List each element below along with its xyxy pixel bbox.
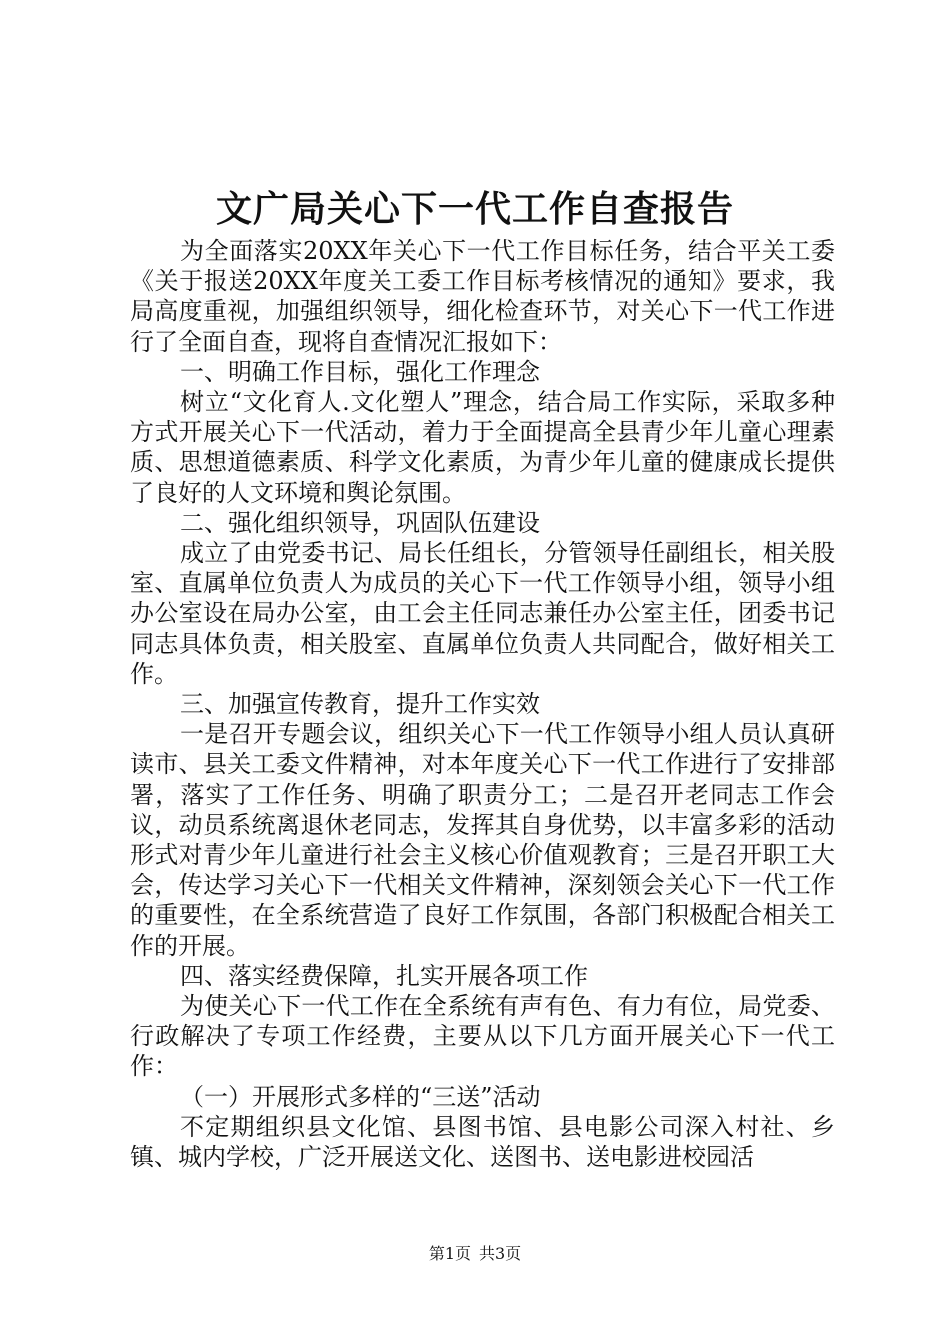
body-paragraph: 为全面落实20XX年关心下一代工作目标任务，结合平关工委《关于报送20XX年度关工委工作目标考核情况的通知》要求，我局高度重视，加强组织领导，细化检查环节，对关心下一代工作进行了全面自查，现将自查情况汇报如下： <box>130 237 835 356</box>
document-body <box>130 236 835 1172</box>
body-paragraph: 一是召开专题会议，组织关心下一代工作领导小组人员认真研读市、县关工委文件精神，对本年度关心下一代工作进行了安排部署，落实了工作任务、明确了职责分工；二是召开老同志工作会议，动员系统离退休老同志，发挥其自身优势，以丰富多彩的活动形式对青少年儿童进行社会主义核心价值观教育；三是召开职工大会，传达学习关心下一代相关文件精神，深刻领会关心下一代工作的重要性，在全系统营造了良好工作氛围，各部门积极配合相关工作的开展。 <box>130 720 835 960</box>
section-heading: 三、加强宣传教育，提升工作实效 <box>180 690 540 719</box>
body-paragraph: 不定期组织县文化馆、县图书馆、县电影公司深入村社、乡镇、城内学校，广泛开展送文化、送图书、送电影进校园活 <box>130 1112 835 1172</box>
section-heading: 一、明确工作目标，强化工作理念 <box>180 357 540 386</box>
page-number: 第1页 <box>428 1244 471 1263</box>
page-footer <box>0 1243 950 1265</box>
body-paragraph: 成立了由党委书记、局长任组长，分管领导任副组长，相关股室、直属单位负责人为成员的关心下一代工作领导小组，领导小组办公室设在局办公室，由工会主任同志兼任办公室主任，团委书记同志具体负责，相关股室、直属单位负责人共同配合，做好相关工作。 <box>130 539 835 688</box>
body-paragraph: 为使关心下一代工作在全系统有声有色、有力有位，局党委、行政解决了专项工作经费，主要从以下几方面开展关心下一代工作： <box>130 992 835 1081</box>
subsection-heading: （一）开展形式多样的“三送”活动 <box>180 1082 541 1111</box>
document-title: 文广局关心下一代工作自查报告 <box>215 188 734 230</box>
page-total: 共3页 <box>479 1244 522 1263</box>
section-heading: 四、落实经费保障，扎实开展各项工作 <box>180 961 588 990</box>
body-paragraph: 树立“文化育人.文化塑人”理念，结合局工作实际，采取多种方式开展关心下一代活动，着力于全面提高全县青少年儿童心理素质、思想道德素质、科学文化素质，为青少年儿童的健康成长提供了良好的人文环境和舆论氛围。 <box>130 388 835 507</box>
section-heading: 二、强化组织领导，巩固队伍建设 <box>180 508 540 537</box>
